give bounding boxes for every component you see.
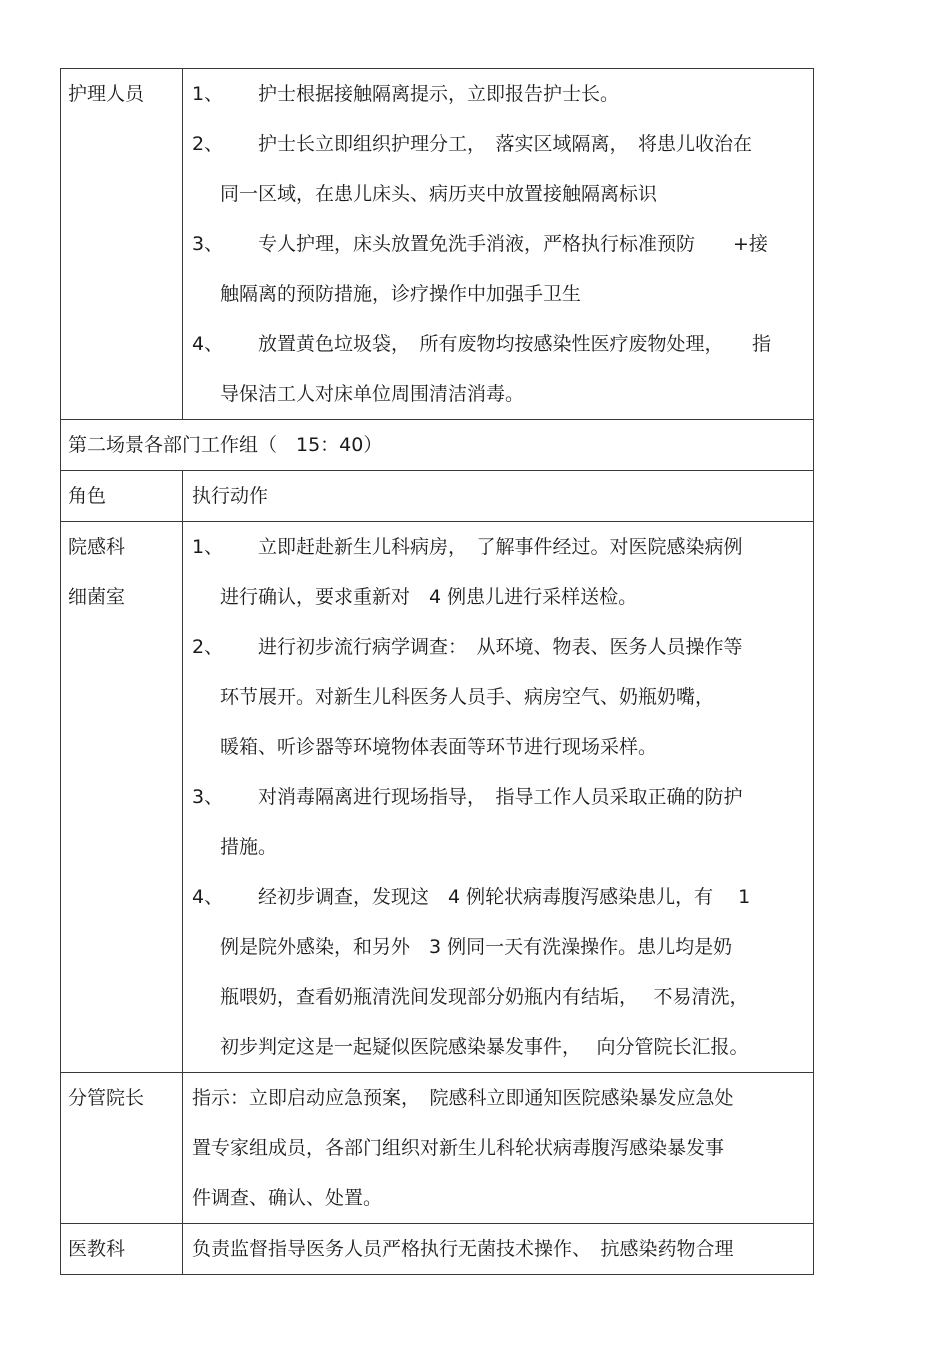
role-label-line-2: 细菌室: [68, 586, 126, 608]
action-line: 负责监督指导医务人员严格执行无菌技术操作、 抗感染药物合理: [192, 1238, 734, 1260]
scene-title: 第二场景各部门工作组（ 15：40）: [61, 420, 814, 471]
item-text: 导保洁工人对床单位周围清洁消毒。: [220, 383, 525, 405]
action-line: 指示：立即启动应急预案， 院感科立即通知医院感染暴发应急处: [192, 1087, 734, 1109]
header-role: 角色: [61, 471, 183, 522]
list-item-line: [192, 269, 807, 319]
list-item-line: [192, 69, 807, 119]
list-item-line: [192, 922, 807, 972]
item-text: 例是院外感染，和另外 3 例同一天有洗澡操作。患儿均是奶: [220, 936, 733, 958]
item-number: 2、: [192, 133, 224, 155]
role-label: 分管院长: [68, 1087, 145, 1109]
role-label: 护理人员: [68, 83, 145, 105]
item-number: 1、: [192, 83, 224, 105]
list-item-line: [192, 772, 807, 822]
list-item-line: [192, 672, 807, 722]
item-number: 3、: [192, 233, 224, 255]
emergency-response-table: [60, 68, 814, 1275]
list-item-line: [192, 219, 807, 269]
header-action: 执行动作: [183, 471, 814, 522]
list-item-line: [192, 722, 807, 772]
item-text: 经初步调查，发现这 4 例轮状病毒腹泻感染患儿，有 1: [258, 886, 751, 908]
item-number: 4、: [192, 886, 224, 908]
table-row-header: [61, 471, 814, 522]
item-number: 3、: [192, 786, 224, 808]
role-label: 医教科: [68, 1238, 126, 1260]
item-text: 放置黄色垃圾袋， 所有废物均按感染性医疗废物处理， 指: [258, 333, 772, 355]
list-item-line: [192, 972, 807, 1022]
list-item-line: [192, 822, 807, 872]
item-number: 4、: [192, 333, 224, 355]
list-item-line: [192, 119, 807, 169]
table-row-vice-president: [61, 1073, 814, 1224]
item-text: 环节展开。对新生儿科医务人员手、病房空气、奶瓶奶嘴，: [220, 686, 715, 708]
action-line: 件调查、确认、处置。: [192, 1187, 383, 1209]
action-line: 置专家组成员，各部门组织对新生儿科轮状病毒腹泻感染暴发事: [192, 1137, 725, 1159]
item-text: 措施。: [220, 836, 278, 858]
action-cell: [183, 522, 814, 1073]
action-cell: [183, 69, 814, 420]
item-text: 进行确认，要求重新对 4 例患儿进行采样送检。: [220, 586, 638, 608]
item-text: 同一区域，在患儿床头、病历夹中放置接触隔离标识: [220, 183, 658, 205]
item-text: 专人护理，床头放置免洗手消液，严格执行标准预防 +接: [258, 233, 768, 255]
role-cell: [61, 69, 183, 420]
action-cell: [183, 1073, 814, 1224]
item-text: 护士长立即组织护理分工， 落实区域隔离， 将患儿收治在: [258, 133, 753, 155]
item-text: 触隔离的预防措施，诊疗操作中加强手卫生: [220, 283, 582, 305]
item-text: 护士根据接触隔离提示，立即报告护士长。: [258, 83, 620, 105]
table-row-nursing: [61, 69, 814, 420]
list-item-line: [192, 572, 807, 622]
item-text: 初步判定这是一起疑似医院感染暴发事件， 向分管院长汇报。: [220, 1036, 749, 1058]
item-text: 瓶喂奶，查看奶瓶清洗间发现部分奶瓶内有结垢， 不易清洗，: [220, 986, 749, 1008]
item-number: 1、: [192, 536, 224, 558]
item-text: 进行初步流行病学调查： 从环境、物表、医务人员操作等: [258, 636, 743, 658]
item-number: 2、: [192, 636, 224, 658]
item-text: 对消毒隔离进行现场指导， 指导工作人员采取正确的防护: [258, 786, 743, 808]
action-cell: [183, 1224, 814, 1275]
role-cell: [61, 522, 183, 1073]
list-item-line: [192, 622, 807, 672]
role-cell: [61, 1073, 183, 1224]
list-item-line: [192, 319, 807, 369]
infection-action-list: [192, 522, 807, 1072]
table-row-infection-control: [61, 522, 814, 1073]
table-row-medical-affairs: [61, 1224, 814, 1275]
item-text: 暖箱、听诊器等环境物体表面等环节进行现场采样。: [220, 736, 658, 758]
table-row-scene-title: [61, 420, 814, 471]
role-label-line-1: 院感科: [68, 536, 126, 558]
list-item-line: [192, 1022, 807, 1072]
list-item-line: [192, 522, 807, 572]
nursing-action-list: [192, 69, 807, 419]
list-item-line: [192, 169, 807, 219]
list-item-line: [192, 872, 807, 922]
list-item-line: [192, 369, 807, 419]
item-text: 立即赶赴新生儿科病房， 了解事件经过。对医院感染病例: [258, 536, 743, 558]
role-cell: [61, 1224, 183, 1275]
